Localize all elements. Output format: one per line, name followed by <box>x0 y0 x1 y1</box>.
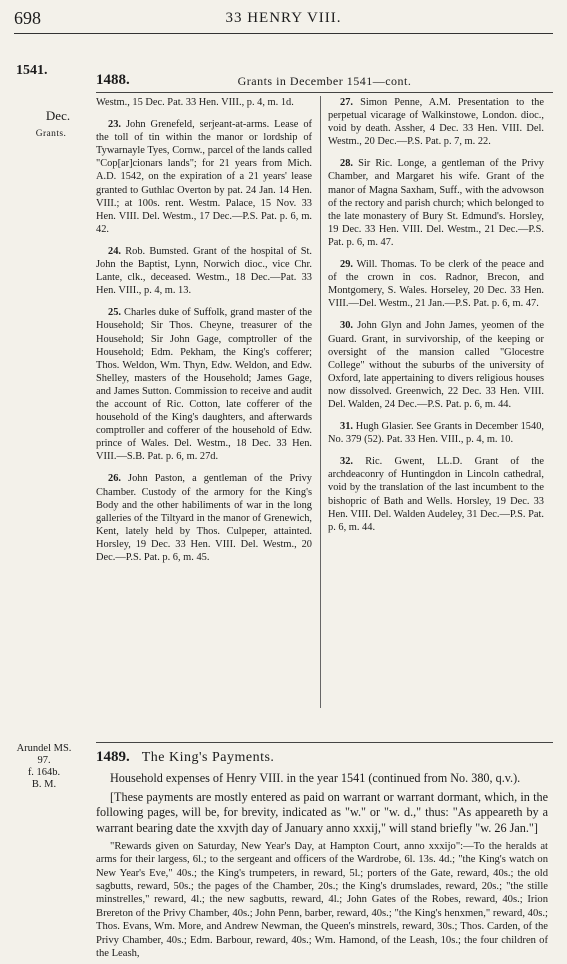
grant-number: 29. <box>340 259 353 271</box>
grant-item <box>328 96 544 148</box>
section-rule <box>96 742 553 743</box>
section-number: 1489. <box>96 749 130 765</box>
body-paragraph: [These payments are mostly entered as paid on warrant or warrant dormant, which, in the following pages, will be, for brevity, indicated as "w." or "w. d.," thus: "As appeareth by a warrant bearing date the xxvjth day of January anno xxxij," will stand briefly "w. 26 Jan."] <box>96 790 548 835</box>
margin-source-ref <box>8 743 80 791</box>
grant-item <box>96 472 312 564</box>
grant-text: Ric. Gwent, LL.D. Grant of the archdeaconry of Huntingdon in Lincoln cathedral, void by the translation of the last incumbent to the bishopric of Bath and Wells. Horsley, 19 Dec. 33 Hen. VIII. Del. Walden Audeley, 31 Dec.—P.S. Pat. p. 6, m. 44. <box>328 456 544 533</box>
grant-item <box>328 258 544 310</box>
grant-text: John Glyn and John James, yeomen of the Guard. Grant, in survivorship, of the keeping or oversight of the mansion called "Glocestre College" without the suburbs of the university of Oxford, late appertaining to divers religious houses now dissolved. Greenwich, 22 Dec. 33 Hen. VIII. Del. Walden, 24 Dec.—P.S. Pat. p. 6, m. 44. <box>328 320 544 410</box>
grant-item <box>96 245 312 297</box>
grant-number: 32. <box>340 456 353 468</box>
grant-text: Will. Thomas. To be clerk of the peace and of the crown in cos. Radnor, Brecon, and Montgomery, S. Wales. Horseley, 20 Dec. 33 Hen. VIII.—Del. Westm., 21 Jan.—P.S. Pat. p. 6, m. 47. <box>328 259 544 310</box>
page-number: 698 <box>14 8 41 28</box>
two-column-body <box>96 96 548 738</box>
header-rule <box>14 33 553 34</box>
grant-text: John Paston, a gentleman of the Privy Chamber. Custody of the armory for the King's Body and the other habiliments of war in the long galleries of the Tiltyard in the manor of Grenewich, Kent, lately held by Thos. Culpeper, attainted. Horsley, 19 Dec. 33 Hen. VIII. Del. Westm., 20 Dec.—P.S. Pat. p. 6, m. 45. <box>96 473 312 563</box>
grant-text: Simon Penne, A.M. Presentation to the perpetual vicarage of Walkinstowe, London. dioc., void by death. Assher, 4 Dec. 33 Hen. VIII. Del. Westm., 20 Dec.—P.S. Pat. p. 7, m. 22. <box>328 97 544 148</box>
margin-month: Dec. <box>45 108 71 123</box>
source-ref-line: B. M. <box>31 779 57 790</box>
grant-number: 27. <box>340 97 353 108</box>
right-column <box>328 96 544 543</box>
running-head <box>14 8 553 28</box>
grant-number: 28. <box>340 158 353 170</box>
margin-year: 1541. <box>16 63 48 78</box>
entry-number: 1488. <box>96 72 130 88</box>
entry-rule <box>96 92 553 93</box>
grant-text: John Grenefeld, serjeant-at-arms. Lease of the toll of tin within the manor or lordship of Tywarnayle Tyes, Cornw., parcel of the lands called "Cop[ar]cionars lands"; for 21 years from Mich. A.D. 1542, on the expiration of a 21 years' lease granted to Guthlac Overton by pat. 24 Jan. 14 Hen. VIII.; at 100s. rent. Westm. Palace, 15 Nov. 33 Hen. VIII. Del. Westm., 17 Dec.—P.S. Pat. p. 6, m. 42. <box>96 119 312 235</box>
grant-text: Charles duke of Suffolk, grand master of the Household; Sir Thos. Cheyne, treasurer of the Household; Sir John Gage, comptroller of the Household; Edm. Pekham, the King's cofferer; Thos. Weldon, Wm. Thyn, Edw. Weldon, and Edw. Shelley, masters of the Household; James Gage, and James Sutton. Commission to receive and audit the account of Ric. Cotton, late cofferer of the household of the King's daughters, and afterwards comptroller and cofferer of the household of Edw. prince of Wales. Del. Westm., 18 Dec. 33 Hen. VIII.—S.B. Pat. p. 6, m. 27d. <box>96 307 312 463</box>
grant-text: Hugh Glasier. See Grants in December 1540, No. 379 (52). Pat. 33 Hen. VIII., p. 4, m. 10. <box>328 421 544 446</box>
source-ref-line: 97. <box>37 755 51 766</box>
grant-number: 25. <box>108 307 121 319</box>
running-title: 33 HENRY VIII. <box>225 10 342 26</box>
grant-number: 30. <box>340 320 353 332</box>
grant-text: Rob. Bumsted. Grant of the hospital of St. John the Baptist, Lynn, Norwich dioc., vice Chr. Lante, clk., deceased. Westm., 18 Dec.—Pat. 33 Hen. VIII., p. 4, m. 13. <box>96 245 312 297</box>
entry-heading <box>96 72 553 92</box>
grant-number: 26. <box>108 473 121 485</box>
grant-text: Sir Ric. Longe, a gentleman of the Privy Chamber, and Margaret his wife. Grant of the manor of Magna Saxham, Suff., with the advowson of the rectory and parish church; which belonged to the late monastery of Bury St. Edmund's. Horsley, 19 Dec. 33 Hen. VIII. Del. Westm., 21 Dec.—P.S. Pat. p. 6, m. 47. <box>328 158 544 248</box>
grant-item <box>328 319 544 411</box>
section-title: The King's Payments. <box>141 750 275 765</box>
grant-item <box>96 118 312 236</box>
grant-item <box>328 420 544 446</box>
source-ref-line: Arundel MS. <box>16 743 72 754</box>
grant-item <box>96 96 312 109</box>
grant-item <box>328 455 544 534</box>
grant-number: 23. <box>108 119 121 131</box>
grant-item <box>328 157 544 249</box>
grant-text: Westm., 15 Dec. Pat. 33 Hen. VIII., p. 4, m. 1d. <box>96 97 294 108</box>
margin-section-label: Grants. <box>35 129 67 139</box>
body-paragraph: Household expenses of Henry VIII. in the year 1541 (continued from No. 380, q.v.). <box>110 771 521 785</box>
grant-number: 24. <box>108 245 121 257</box>
source-ref-line: f. 164b. <box>27 767 61 778</box>
grant-item <box>96 306 312 463</box>
section-heading <box>96 748 553 766</box>
grant-number: 31. <box>340 421 353 433</box>
entry-title: Grants in December 1541—cont. <box>237 74 412 88</box>
section-body <box>96 771 548 964</box>
left-column <box>96 96 312 573</box>
column-divider <box>320 96 321 708</box>
body-paragraph: "Rewards given on Saturday, New Year's Day, at Hampton Court, anno xxxijo":—To the heralds at arms for their largess, 6l.; to the sergeant and officers of the Wardrobe, 6l. 13s. 4d.; "the King's watch on New Year's Eve," 40s.; the King's trumpeters, in reward, 5l.; porters of the Gate, reward, 40s.; the old sagbutts, reward, 50s.; the pages of the Chamber, 20s.; the King's drumslades, reward, 20s.; "the stille minstrelles," reward, 4l.; the new sagbutts, reward, 4l.; John Gates of the Robes, reward, 40s.; Irion Brereton of the Privy Chamber, 40s.; John Penn, barber, reward, 40s.; "the King's henxmen," reward, 40s.; Thos. Evans, Wm. More, and Andrew Newman, the Queen's minstrels, reward, 30s.; Thos. Carden, of the Privy Chamber, 40s.; Edm. Barbour, reward, 40s.; Wm. Hamond, of the Leash, 10s.; the four children of the Leash, <box>96 840 548 960</box>
